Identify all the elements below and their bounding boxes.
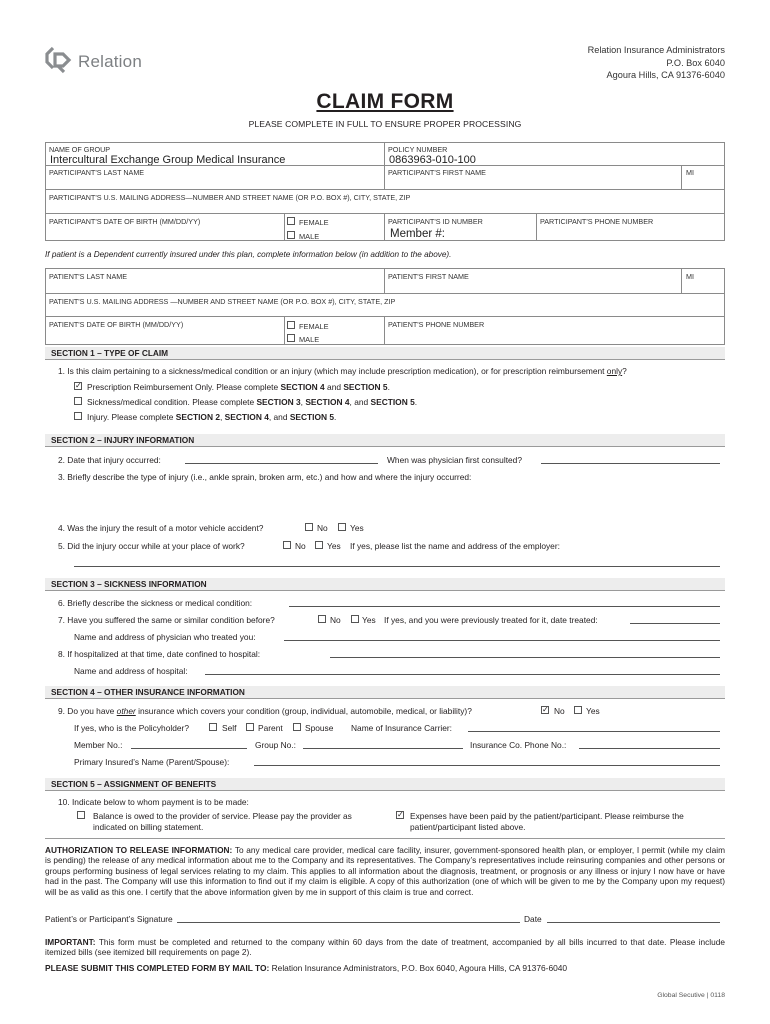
q9-no-label: No bbox=[554, 706, 565, 716]
patient-first-name-label: PATIENT'S FIRST NAME bbox=[388, 272, 469, 281]
participant-phone-label: PARTICIPANT'S PHONE NUMBER bbox=[540, 217, 654, 226]
q7-no-checkbox[interactable] bbox=[318, 615, 326, 623]
patient-dob-label: PATIENT'S DATE OF BIRTH (MM/DD/YY) bbox=[49, 320, 184, 329]
patient-female-checkbox[interactable] bbox=[287, 321, 295, 329]
important-text: IMPORTANT: This form must be completed and returned to the company within 60 days from the date of treatment, accompanied by all bills incurred to that date. Please include itemized bills (see itemized bill requirements on page 2). bbox=[45, 937, 725, 958]
prescription-only-checkbox[interactable]: ✓ bbox=[75, 381, 82, 390]
section4-header: SECTION 4 – OTHER INSURANCE INFORMATION bbox=[45, 686, 725, 699]
self-checkbox[interactable] bbox=[209, 723, 217, 731]
participant-id-field[interactable] bbox=[384, 213, 537, 241]
carrier-text: Name of Insurance Carrier: bbox=[351, 723, 453, 733]
q5-yes-label: Yes bbox=[327, 541, 341, 551]
divider bbox=[45, 838, 725, 839]
submit-instructions: PLEASE SUBMIT THIS COMPLETED FORM BY MAIL TO: Relation Insurance Administrators, P.O. Box 6040, Agoura Hills, CA 91376-6040 bbox=[45, 963, 568, 973]
policy-number-value: 0863963-010-100 bbox=[389, 154, 476, 166]
q7b-text: If yes, and you were previously treated for it, date treated: bbox=[384, 615, 598, 625]
address-line: P.O. Box 6040 bbox=[666, 57, 725, 68]
participant-dob-label: PARTICIPANT'S DATE OF BIRTH (MM/DD/YY) bbox=[49, 217, 201, 226]
policy-number-field[interactable] bbox=[384, 142, 725, 166]
patient-address-field[interactable] bbox=[45, 293, 725, 317]
member-no-text: Member No.: bbox=[74, 740, 123, 750]
participant-mi-field[interactable] bbox=[681, 165, 725, 190]
parent-label: Parent bbox=[258, 723, 283, 733]
signature-date-input[interactable] bbox=[547, 922, 720, 923]
spouse-checkbox[interactable] bbox=[293, 723, 301, 731]
q9-no-checkbox[interactable]: ✓ bbox=[542, 705, 549, 714]
q5-no-label: No bbox=[295, 541, 306, 551]
reimburse-participant-label: Expenses have been paid by the patient/participant. Please reimburse the patient/participant listed above. bbox=[410, 811, 684, 832]
footer-code: Global Secutive | 0118 bbox=[657, 992, 725, 999]
q2-text: 2. Date that injury occurred: bbox=[58, 455, 161, 465]
prescription-only-label: Prescription Reimbursement Only. Please complete SECTION 4 and SECTION 5. bbox=[87, 382, 390, 392]
employer-info-input[interactable] bbox=[74, 566, 720, 567]
form-subtitle: PLEASE COMPLETE IN FULL TO ENSURE PROPER PROCESSING bbox=[248, 119, 522, 129]
injury-date-input[interactable] bbox=[185, 463, 378, 464]
q4-text: 4. Was the injury the result of a motor vehicle accident? bbox=[58, 523, 264, 533]
physician-consult-date-input[interactable] bbox=[541, 463, 720, 464]
parent-checkbox[interactable] bbox=[246, 723, 254, 731]
injury-description-area[interactable] bbox=[74, 484, 720, 520]
patient-address-label: PATIENT'S U.S. MAILING ADDRESS —NUMBER AND STREET NAME (OR P.O. BOX #), CITY, STATE, ZIP bbox=[49, 297, 396, 306]
section5-header: SECTION 5 – ASSIGNMENT OF BENEFITS bbox=[45, 778, 725, 791]
q8-text: 8. If hospitalized at that time, date confined to hospital: bbox=[58, 649, 261, 659]
policy-number-label: POLICY NUMBER bbox=[388, 145, 448, 154]
participant-gender-field bbox=[284, 213, 385, 241]
q4-no-checkbox[interactable] bbox=[305, 523, 313, 531]
group-name-label: NAME OF GROUP bbox=[49, 145, 111, 154]
participant-first-name-field[interactable] bbox=[384, 165, 682, 190]
patient-male-label: MALE bbox=[299, 335, 320, 344]
q6-text: 6. Briefly describe the sickness or medical condition: bbox=[58, 598, 253, 608]
hospital-info-input[interactable] bbox=[205, 674, 720, 675]
patient-phone-field[interactable] bbox=[384, 316, 725, 345]
q9-text: 9. Do you have other insurance which covers your condition (group, individual, automobile, medical, or liability)? bbox=[58, 706, 472, 716]
primary-insured-input[interactable] bbox=[254, 765, 720, 766]
group-no-text: Group No.: bbox=[255, 740, 296, 750]
pay-provider-label: Balance is owed to the provider of service. Please pay the provider as indicated on billing statement. bbox=[93, 811, 352, 832]
section2-header: SECTION 2 – INJURY INFORMATION bbox=[45, 434, 725, 447]
relation-logo-icon bbox=[44, 46, 74, 76]
participant-male-label: MALE bbox=[299, 232, 320, 241]
patient-gender-field bbox=[284, 316, 385, 345]
participant-id-value: Member #: bbox=[390, 228, 445, 240]
q4-no-label: No bbox=[317, 523, 328, 533]
injury-checkbox[interactable] bbox=[74, 412, 82, 420]
patient-female-label: FEMALE bbox=[299, 322, 329, 331]
sickness-checkbox[interactable] bbox=[74, 397, 82, 405]
patient-mi-label: MI bbox=[686, 272, 694, 281]
group-name-field[interactable] bbox=[45, 142, 385, 166]
group-no-input[interactable] bbox=[303, 748, 463, 749]
primary-insured-text: Primary Insured’s Name (Parent/Spouse): bbox=[74, 757, 230, 767]
participant-address-label: PARTICIPANT'S U.S. MAILING ADDRESS—NUMBER AND STREET NAME (OR P.O. BOX #), CITY, STATE, ZIP bbox=[49, 193, 411, 202]
section1-header: SECTION 1 – TYPE OF CLAIM bbox=[45, 347, 725, 360]
patient-last-name-label: PATIENT'S LAST NAME bbox=[49, 272, 128, 281]
date-label: Date bbox=[524, 914, 542, 924]
q10-text: 10. Indicate below to whom payment is to be made: bbox=[58, 797, 249, 807]
q5-yes-checkbox[interactable] bbox=[315, 541, 323, 549]
pay-provider-checkbox[interactable] bbox=[77, 811, 85, 819]
sickness-description-input[interactable] bbox=[289, 606, 720, 607]
q5b-text: If yes, please list the name and address of the employer: bbox=[350, 541, 560, 551]
insurance-phone-input[interactable] bbox=[579, 748, 720, 749]
q7-yes-checkbox[interactable] bbox=[351, 615, 359, 623]
q7-no-label: No bbox=[330, 615, 341, 625]
address-line: Relation Insurance Administrators bbox=[587, 45, 725, 55]
q7-yes-label: Yes bbox=[362, 615, 376, 625]
q5-no-checkbox[interactable] bbox=[283, 541, 291, 549]
participant-male-checkbox[interactable] bbox=[287, 231, 295, 239]
patient-phone-label: PATIENT'S PHONE NUMBER bbox=[388, 320, 485, 329]
carrier-input[interactable] bbox=[468, 731, 720, 732]
participant-dob-field[interactable] bbox=[45, 213, 285, 241]
sickness-label: Sickness/medical condition. Please complete SECTION 3, SECTION 4, and SECTION 5. bbox=[87, 397, 418, 407]
policyholder-text: If yes, who is the Policyholder? bbox=[74, 723, 189, 733]
q5-text: 5. Did the injury occur while at your place of work? bbox=[58, 541, 245, 551]
q8b-text: Name and address of hospital: bbox=[74, 666, 188, 676]
logo-text: Relation bbox=[78, 52, 142, 71]
q7c-text: Name and address of physician who treated you: bbox=[74, 632, 256, 642]
member-no-input[interactable] bbox=[131, 748, 247, 749]
phone-no-text: Insurance Co. Phone No.: bbox=[470, 740, 567, 750]
dependent-note: If patient is a Dependent currently insured under this plan, complete information below (in addition to the above). bbox=[45, 250, 452, 259]
insurer-address bbox=[588, 44, 725, 82]
q9-yes-checkbox[interactable] bbox=[574, 706, 582, 714]
date-treated-input[interactable] bbox=[630, 623, 720, 624]
participant-last-name-field[interactable] bbox=[45, 165, 385, 190]
q4-yes-checkbox[interactable] bbox=[338, 523, 346, 531]
spouse-label: Spouse bbox=[305, 723, 334, 733]
form-title: CLAIM FORM bbox=[316, 90, 454, 113]
address-line: Agoura Hills, CA 91376-6040 bbox=[606, 70, 725, 80]
injury-label: Injury. Please complete SECTION 2, SECTION 4, and SECTION 5. bbox=[87, 412, 337, 422]
participant-mi-label: MI bbox=[686, 168, 694, 177]
group-name-value: Intercultural Exchange Group Medical Insurance bbox=[50, 154, 286, 166]
q3-text: 3. Briefly describe the type of injury (i.e., ankle sprain, broken arm, etc.) and how and where the injury occurred: bbox=[58, 472, 472, 482]
q2b-text: When was physician first consulted? bbox=[387, 455, 522, 465]
q4-yes-label: Yes bbox=[350, 523, 364, 533]
participant-phone-field[interactable] bbox=[536, 213, 725, 241]
q1-text: 1. Is this claim pertaining to a sickness/medical condition or an injury (which may include prescription medication), or for prescription reimbursement only? bbox=[58, 366, 627, 376]
participant-last-name-label: PARTICIPANT'S LAST NAME bbox=[49, 168, 145, 177]
patient-first-name-field[interactable] bbox=[384, 268, 682, 294]
reimburse-participant-checkbox[interactable]: ✓ bbox=[397, 810, 404, 819]
section3-header: SECTION 3 – SICKNESS INFORMATION bbox=[45, 578, 725, 591]
participant-female-checkbox[interactable] bbox=[287, 217, 295, 225]
participant-female-label: FEMALE bbox=[299, 218, 329, 227]
patient-last-name-field[interactable] bbox=[45, 268, 385, 294]
signature-input[interactable] bbox=[177, 922, 520, 923]
participant-id-label: PARTICIPANT'S ID NUMBER bbox=[388, 217, 483, 226]
hospital-date-input[interactable] bbox=[330, 657, 720, 658]
q9-yes-label: Yes bbox=[586, 706, 600, 716]
physician-info-input[interactable] bbox=[284, 640, 720, 641]
patient-male-checkbox[interactable] bbox=[287, 334, 295, 342]
signature-label: Patient’s or Participant’s Signature bbox=[45, 914, 173, 924]
self-label: Self bbox=[222, 723, 237, 733]
q7-text: 7. Have you suffered the same or similar condition before? bbox=[58, 615, 275, 625]
participant-first-name-label: PARTICIPANT'S FIRST NAME bbox=[388, 168, 486, 177]
patient-mi-field[interactable] bbox=[681, 268, 725, 294]
participant-address-field[interactable] bbox=[45, 189, 725, 214]
authorization-text: AUTHORIZATION TO RELEASE INFORMATION: To any medical care provider, medical care facility, insurer, government-sponsored health plan, or employer, I permit (while my claim is pending) the release of any medical information about me to the Company and its representatives. The Company’s representatives include reinsuring companies and other persons or groups performing business of legal services relating to my claim. This applies to all information about the diagnosis, treatment, or prognosis or any illness or injury I now have or have had in the past. The Company will use this information to find out if my claim is eligible. A copy of this authorization (one of which will be given to me by the Company upon my request) will be as valid as this one. I certify that the above information given by me in support of this claim is true and correct. bbox=[45, 845, 725, 897]
patient-dob-field[interactable] bbox=[45, 316, 285, 345]
